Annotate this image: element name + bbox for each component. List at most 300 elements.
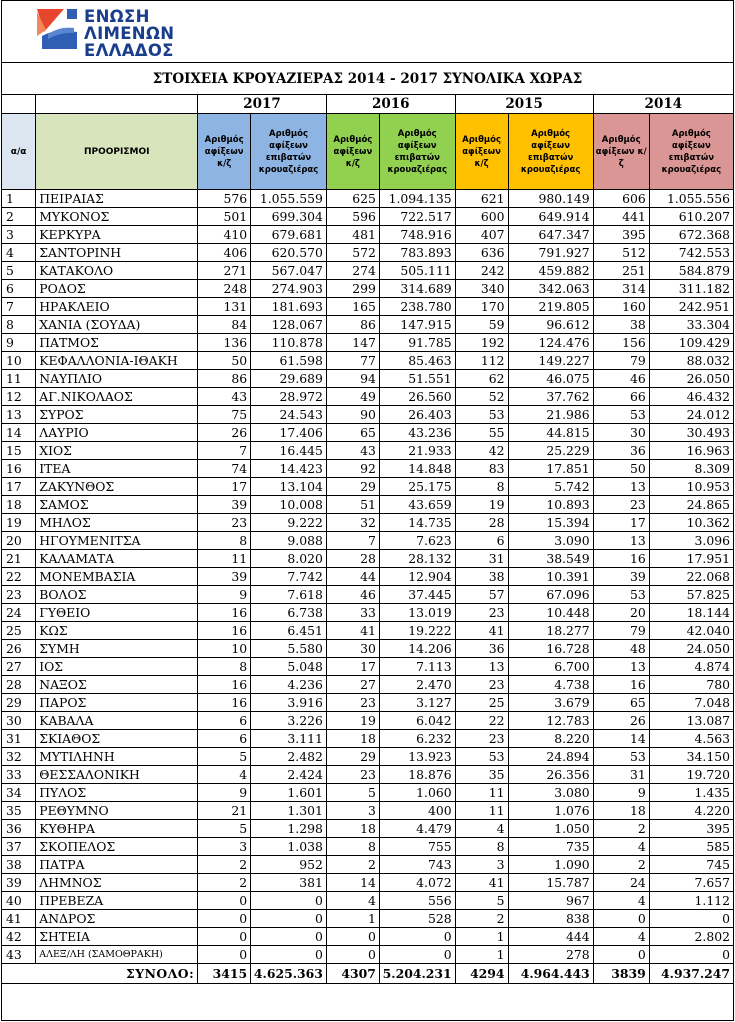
row-index: 11 — [2, 370, 36, 388]
arrivals-2017: 74 — [198, 460, 251, 478]
arrivals-2015: 2 — [455, 910, 508, 928]
arrivals-2017: 271 — [198, 262, 251, 280]
passengers-2016: 238.780 — [379, 298, 455, 316]
table-row — [2, 910, 734, 928]
arrivals-2017: 0 — [198, 946, 251, 964]
passengers-2015: 96.612 — [508, 316, 593, 334]
passengers-2014: 0 — [649, 946, 733, 964]
arrivals-2014: 2 — [593, 856, 649, 874]
table-row — [2, 946, 734, 964]
table-row — [2, 316, 734, 334]
row-index: 39 — [2, 874, 36, 892]
arrivals-2015: 8 — [455, 478, 508, 496]
destination-name: ΚΑΒΑΛΑ — [36, 712, 198, 730]
passengers-2015: 5.742 — [508, 478, 593, 496]
header-passengers-2017: Αριθμός αφίξεων επιβατών κρουαζιέρας — [251, 114, 327, 190]
passengers-2015: 278 — [508, 946, 593, 964]
destination-name: ΡΕΘΥΜΝΟ — [36, 802, 198, 820]
arrivals-2017: 11 — [198, 550, 251, 568]
passengers-2015: 21.986 — [508, 406, 593, 424]
year-2016: 2016 — [326, 95, 455, 114]
passengers-2014: 13.087 — [649, 712, 733, 730]
passengers-2016: 147.915 — [379, 316, 455, 334]
passengers-2017: 2.482 — [251, 748, 327, 766]
arrivals-2017: 21 — [198, 802, 251, 820]
arrivals-2016: 44 — [326, 568, 379, 586]
passengers-2017: 2.424 — [251, 766, 327, 784]
passengers-2017: 5.048 — [251, 658, 327, 676]
destination-name: ΜΟΝΕΜΒΑΣΙΑ — [36, 568, 198, 586]
arrivals-2017: 9 — [198, 784, 251, 802]
passengers-2015: 8.220 — [508, 730, 593, 748]
passengers-2016: 0 — [379, 946, 455, 964]
table-row — [2, 766, 734, 784]
arrivals-2016: 41 — [326, 622, 379, 640]
destination-name: ΠΕΙΡΑΙΑΣ — [36, 190, 198, 208]
year-2014: 2014 — [593, 95, 733, 114]
passengers-2016: 6.232 — [379, 730, 455, 748]
destination-name: ΧΑΝΙΑ (ΣΟΥΔΑ) — [36, 316, 198, 334]
logo — [34, 6, 194, 60]
row-index: 28 — [2, 676, 36, 694]
arrivals-2017: 6 — [198, 730, 251, 748]
passengers-2017: 29.689 — [251, 370, 327, 388]
row-index: 9 — [2, 334, 36, 352]
total-arrivals-2015: 4294 — [455, 964, 508, 984]
arrivals-2017: 16 — [198, 622, 251, 640]
passengers-2016: 556 — [379, 892, 455, 910]
passengers-2017: 10.008 — [251, 496, 327, 514]
arrivals-2016: 29 — [326, 478, 379, 496]
row-index: 6 — [2, 280, 36, 298]
arrivals-2016: 18 — [326, 820, 379, 838]
passengers-2016: 783.893 — [379, 244, 455, 262]
passengers-2016: 91.785 — [379, 334, 455, 352]
passengers-2014: 10.362 — [649, 514, 733, 532]
passengers-2017: 0 — [251, 892, 327, 910]
destination-name: ΜΥΚΟΝΟΣ — [36, 208, 198, 226]
arrivals-2015: 636 — [455, 244, 508, 262]
destination-name: ΚΕΡΚΥΡΑ — [36, 226, 198, 244]
arrivals-2014: 20 — [593, 604, 649, 622]
arrivals-2014: 18 — [593, 802, 649, 820]
passengers-2016: 13.923 — [379, 748, 455, 766]
table-row — [2, 244, 734, 262]
destination-name: ΣΑΝΤΟΡΙΝΗ — [36, 244, 198, 262]
passengers-2014: 19.720 — [649, 766, 733, 784]
table-row — [2, 568, 734, 586]
arrivals-2017: 16 — [198, 676, 251, 694]
logo-line: ΕΝΩΣΗ — [84, 7, 150, 26]
arrivals-2017: 6 — [198, 712, 251, 730]
table-row — [2, 892, 734, 910]
arrivals-2015: 41 — [455, 874, 508, 892]
destination-name: ΚΕΦΑΛΛΟΝΙΑ-ΙΘΑΚΗ — [36, 352, 198, 370]
row-index: 38 — [2, 856, 36, 874]
arrivals-2014: 314 — [593, 280, 649, 298]
arrivals-2014: 53 — [593, 586, 649, 604]
passengers-2017: 181.693 — [251, 298, 327, 316]
destination-name: ΣΥΡΟΣ — [36, 406, 198, 424]
arrivals-2015: 38 — [455, 568, 508, 586]
table-row — [2, 496, 734, 514]
arrivals-2016: 572 — [326, 244, 379, 262]
total-arrivals-2014: 3839 — [593, 964, 649, 984]
table-row — [2, 298, 734, 316]
passengers-2015: 124.476 — [508, 334, 593, 352]
arrivals-2014: 16 — [593, 676, 649, 694]
arrivals-2017: 0 — [198, 910, 251, 928]
passengers-2016: 400 — [379, 802, 455, 820]
passengers-2016: 755 — [379, 838, 455, 856]
passengers-2016: 722.517 — [379, 208, 455, 226]
title-row — [2, 63, 734, 95]
passengers-2016: 14.735 — [379, 514, 455, 532]
passengers-2017: 24.543 — [251, 406, 327, 424]
arrivals-2017: 23 — [198, 514, 251, 532]
passengers-2014: 780 — [649, 676, 733, 694]
arrivals-2017: 131 — [198, 298, 251, 316]
passengers-2016: 3.127 — [379, 694, 455, 712]
passengers-2016: 13.019 — [379, 604, 455, 622]
destination-name: ΣΚΟΠΕΛΟΣ — [36, 838, 198, 856]
arrivals-2017: 86 — [198, 370, 251, 388]
passengers-2014: 395 — [649, 820, 733, 838]
destination-name: ΧΙΟΣ — [36, 442, 198, 460]
arrivals-2017: 16 — [198, 694, 251, 712]
arrivals-2017: 136 — [198, 334, 251, 352]
passengers-2017: 61.598 — [251, 352, 327, 370]
passengers-2016: 14.206 — [379, 640, 455, 658]
passengers-2016: 37.445 — [379, 586, 455, 604]
header-arrivals-2014: Αριθμός αφίξεων κ/ζ — [593, 114, 649, 190]
arrivals-2016: 29 — [326, 748, 379, 766]
total-passengers-2014: 4.937.247 — [649, 964, 733, 984]
passengers-2016: 4.479 — [379, 820, 455, 838]
passengers-2015: 25.229 — [508, 442, 593, 460]
arrivals-2016: 625 — [326, 190, 379, 208]
header-arrivals-2017: Αριθμός αφίξεων κ/ζ — [198, 114, 251, 190]
row-index: 16 — [2, 460, 36, 478]
arrivals-2015: 11 — [455, 784, 508, 802]
arrivals-2014: 156 — [593, 334, 649, 352]
arrivals-2014: 79 — [593, 622, 649, 640]
row-index: 27 — [2, 658, 36, 676]
row-index: 13 — [2, 406, 36, 424]
passengers-2014: 7.048 — [649, 694, 733, 712]
passengers-2015: 15.394 — [508, 514, 593, 532]
passengers-2015: 3.080 — [508, 784, 593, 802]
row-index: 25 — [2, 622, 36, 640]
arrivals-2016: 299 — [326, 280, 379, 298]
table-row — [2, 352, 734, 370]
arrivals-2017: 9 — [198, 586, 251, 604]
logo-icon — [34, 6, 80, 52]
arrivals-2015: 62 — [455, 370, 508, 388]
arrivals-2015: 19 — [455, 496, 508, 514]
header-row — [2, 114, 734, 190]
arrivals-2014: 30 — [593, 424, 649, 442]
passengers-2015: 342.063 — [508, 280, 593, 298]
arrivals-2017: 39 — [198, 496, 251, 514]
destination-name: ΣΑΜΟΣ — [36, 496, 198, 514]
row-index: 36 — [2, 820, 36, 838]
row-index: 41 — [2, 910, 36, 928]
table-row — [2, 622, 734, 640]
arrivals-2016: 46 — [326, 586, 379, 604]
arrivals-2017: 75 — [198, 406, 251, 424]
table-row — [2, 208, 734, 226]
passengers-2016: 26.560 — [379, 388, 455, 406]
arrivals-2015: 11 — [455, 802, 508, 820]
destination-name: ΙΟΣ — [36, 658, 198, 676]
row-index: 24 — [2, 604, 36, 622]
destination-name: ΛΑΥΡΙΟ — [36, 424, 198, 442]
table-row — [2, 730, 734, 748]
passengers-2016: 85.463 — [379, 352, 455, 370]
passengers-2016: 314.689 — [379, 280, 455, 298]
passengers-2017: 8.020 — [251, 550, 327, 568]
arrivals-2015: 112 — [455, 352, 508, 370]
passengers-2017: 679.681 — [251, 226, 327, 244]
arrivals-2016: 49 — [326, 388, 379, 406]
blank-cell — [36, 95, 198, 114]
table-row — [2, 802, 734, 820]
passengers-2014: 109.429 — [649, 334, 733, 352]
row-index: 33 — [2, 766, 36, 784]
arrivals-2014: 39 — [593, 568, 649, 586]
arrivals-2015: 22 — [455, 712, 508, 730]
arrivals-2015: 53 — [455, 406, 508, 424]
passengers-2015: 980.149 — [508, 190, 593, 208]
destination-name: ΗΡΑΚΛΕΙΟ — [36, 298, 198, 316]
arrivals-2014: 4 — [593, 892, 649, 910]
arrivals-2014: 38 — [593, 316, 649, 334]
table-row — [2, 640, 734, 658]
arrivals-2015: 55 — [455, 424, 508, 442]
arrivals-2015: 340 — [455, 280, 508, 298]
arrivals-2016: 92 — [326, 460, 379, 478]
arrivals-2016: 1 — [326, 910, 379, 928]
passengers-2017: 0 — [251, 910, 327, 928]
row-index: 1 — [2, 190, 36, 208]
passengers-2014: 7.657 — [649, 874, 733, 892]
row-index: 40 — [2, 892, 36, 910]
row-index: 14 — [2, 424, 36, 442]
passengers-2017: 28.972 — [251, 388, 327, 406]
blank-cell — [2, 95, 36, 114]
passengers-2015: 444 — [508, 928, 593, 946]
passengers-2017: 952 — [251, 856, 327, 874]
passengers-2015: 967 — [508, 892, 593, 910]
arrivals-2017: 7 — [198, 442, 251, 460]
arrivals-2016: 51 — [326, 496, 379, 514]
passengers-2016: 7.623 — [379, 532, 455, 550]
arrivals-2015: 5 — [455, 892, 508, 910]
passengers-2014: 4.220 — [649, 802, 733, 820]
passengers-2014: 610.207 — [649, 208, 733, 226]
table-row — [2, 694, 734, 712]
table-row — [2, 532, 734, 550]
passengers-2016: 2.470 — [379, 676, 455, 694]
passengers-2016: 1.094.135 — [379, 190, 455, 208]
row-index: 8 — [2, 316, 36, 334]
passengers-2016: 7.113 — [379, 658, 455, 676]
passengers-2014: 17.951 — [649, 550, 733, 568]
destination-name: ΑΝΔΡΟΣ — [36, 910, 198, 928]
passengers-2015: 1.050 — [508, 820, 593, 838]
table-row — [2, 928, 734, 946]
passengers-2014: 1.055.556 — [649, 190, 733, 208]
passengers-2017: 3.916 — [251, 694, 327, 712]
arrivals-2015: 53 — [455, 748, 508, 766]
passengers-2017: 14.423 — [251, 460, 327, 478]
arrivals-2016: 30 — [326, 640, 379, 658]
arrivals-2014: 65 — [593, 694, 649, 712]
arrivals-2016: 14 — [326, 874, 379, 892]
arrivals-2017: 26 — [198, 424, 251, 442]
row-index: 4 — [2, 244, 36, 262]
destination-name: ΑΓ.ΝΙΚΟΛΑΟΣ — [36, 388, 198, 406]
arrivals-2017: 2 — [198, 856, 251, 874]
passengers-2014: 10.953 — [649, 478, 733, 496]
arrivals-2016: 33 — [326, 604, 379, 622]
arrivals-2015: 28 — [455, 514, 508, 532]
arrivals-2014: 13 — [593, 478, 649, 496]
arrivals-2015: 170 — [455, 298, 508, 316]
passengers-2016: 43.236 — [379, 424, 455, 442]
passengers-2015: 791.927 — [508, 244, 593, 262]
passengers-2014: 30.493 — [649, 424, 733, 442]
arrivals-2014: 36 — [593, 442, 649, 460]
arrivals-2015: 23 — [455, 604, 508, 622]
table-row — [2, 460, 734, 478]
arrivals-2014: 4 — [593, 838, 649, 856]
destination-name: ΒΟΛΟΣ — [36, 586, 198, 604]
arrivals-2016: 8 — [326, 838, 379, 856]
arrivals-2016: 32 — [326, 514, 379, 532]
passengers-2014: 745 — [649, 856, 733, 874]
arrivals-2015: 1 — [455, 946, 508, 964]
passengers-2016: 25.175 — [379, 478, 455, 496]
passengers-2017: 128.067 — [251, 316, 327, 334]
total-arrivals-2016: 4307 — [326, 964, 379, 984]
row-index: 30 — [2, 712, 36, 730]
arrivals-2015: 23 — [455, 730, 508, 748]
arrivals-2014: 512 — [593, 244, 649, 262]
passengers-2016: 528 — [379, 910, 455, 928]
year-2015: 2015 — [455, 95, 593, 114]
passengers-2017: 6.451 — [251, 622, 327, 640]
arrivals-2016: 23 — [326, 766, 379, 784]
table-row — [2, 442, 734, 460]
passengers-2015: 38.549 — [508, 550, 593, 568]
passengers-2015: 44.815 — [508, 424, 593, 442]
arrivals-2015: 600 — [455, 208, 508, 226]
arrivals-2014: 0 — [593, 910, 649, 928]
arrivals-2014: 31 — [593, 766, 649, 784]
table-row — [2, 874, 734, 892]
years-row — [2, 95, 734, 114]
passengers-2015: 735 — [508, 838, 593, 856]
arrivals-2017: 84 — [198, 316, 251, 334]
arrivals-2016: 19 — [326, 712, 379, 730]
total-passengers-2017: 4.625.363 — [251, 964, 327, 984]
passengers-2014: 3.096 — [649, 532, 733, 550]
passengers-2017: 1.055.559 — [251, 190, 327, 208]
arrivals-2015: 83 — [455, 460, 508, 478]
arrivals-2017: 410 — [198, 226, 251, 244]
arrivals-2014: 251 — [593, 262, 649, 280]
passengers-2017: 274.903 — [251, 280, 327, 298]
row-index: 10 — [2, 352, 36, 370]
passengers-2014: 584.879 — [649, 262, 733, 280]
passengers-2014: 26.050 — [649, 370, 733, 388]
passengers-2015: 149.227 — [508, 352, 593, 370]
passengers-2016: 0 — [379, 928, 455, 946]
table-row — [2, 190, 734, 208]
passengers-2016: 6.042 — [379, 712, 455, 730]
arrivals-2014: 13 — [593, 658, 649, 676]
destination-name: ΠΑΤΜΟΣ — [36, 334, 198, 352]
passengers-2015: 18.277 — [508, 622, 593, 640]
table-row — [2, 388, 734, 406]
arrivals-2016: 274 — [326, 262, 379, 280]
arrivals-2014: 79 — [593, 352, 649, 370]
destination-name: ΜΗΛΟΣ — [36, 514, 198, 532]
arrivals-2017: 406 — [198, 244, 251, 262]
arrivals-2017: 248 — [198, 280, 251, 298]
header-passengers-2014: Αριθμός αφίξεων επιβατών κρουαζιέρας — [649, 114, 733, 190]
arrivals-2014: 17 — [593, 514, 649, 532]
arrivals-2016: 0 — [326, 928, 379, 946]
passengers-2014: 24.050 — [649, 640, 733, 658]
passengers-2015: 10.893 — [508, 496, 593, 514]
arrivals-2016: 165 — [326, 298, 379, 316]
passengers-2014: 16.963 — [649, 442, 733, 460]
header-passengers-2016: Αριθμός αφίξεων επιβατών κρουαζιέρας — [379, 114, 455, 190]
arrivals-2014: 66 — [593, 388, 649, 406]
arrivals-2014: 16 — [593, 550, 649, 568]
passengers-2014: 22.068 — [649, 568, 733, 586]
passengers-2015: 26.356 — [508, 766, 593, 784]
passengers-2016: 18.876 — [379, 766, 455, 784]
row-index: 34 — [2, 784, 36, 802]
passengers-2016: 51.551 — [379, 370, 455, 388]
table-row — [2, 280, 734, 298]
row-index: 21 — [2, 550, 36, 568]
passengers-2017: 7.618 — [251, 586, 327, 604]
arrivals-2017: 10 — [198, 640, 251, 658]
arrivals-2014: 4 — [593, 928, 649, 946]
passengers-2017: 4.236 — [251, 676, 327, 694]
passengers-2015: 3.679 — [508, 694, 593, 712]
arrivals-2014: 606 — [593, 190, 649, 208]
passengers-2015: 17.851 — [508, 460, 593, 478]
arrivals-2015: 242 — [455, 262, 508, 280]
table-row — [2, 712, 734, 730]
arrivals-2016: 481 — [326, 226, 379, 244]
destination-name: ΣΗΤΕΙΑ — [36, 928, 198, 946]
passengers-2017: 567.047 — [251, 262, 327, 280]
logo-line: ΛΙΜΕΝΩΝ — [84, 24, 175, 43]
passengers-2015: 10.448 — [508, 604, 593, 622]
passengers-2015: 459.882 — [508, 262, 593, 280]
row-index: 7 — [2, 298, 36, 316]
arrivals-2016: 7 — [326, 532, 379, 550]
destination-name: ΝΑΞΟΣ — [36, 676, 198, 694]
arrivals-2016: 0 — [326, 946, 379, 964]
